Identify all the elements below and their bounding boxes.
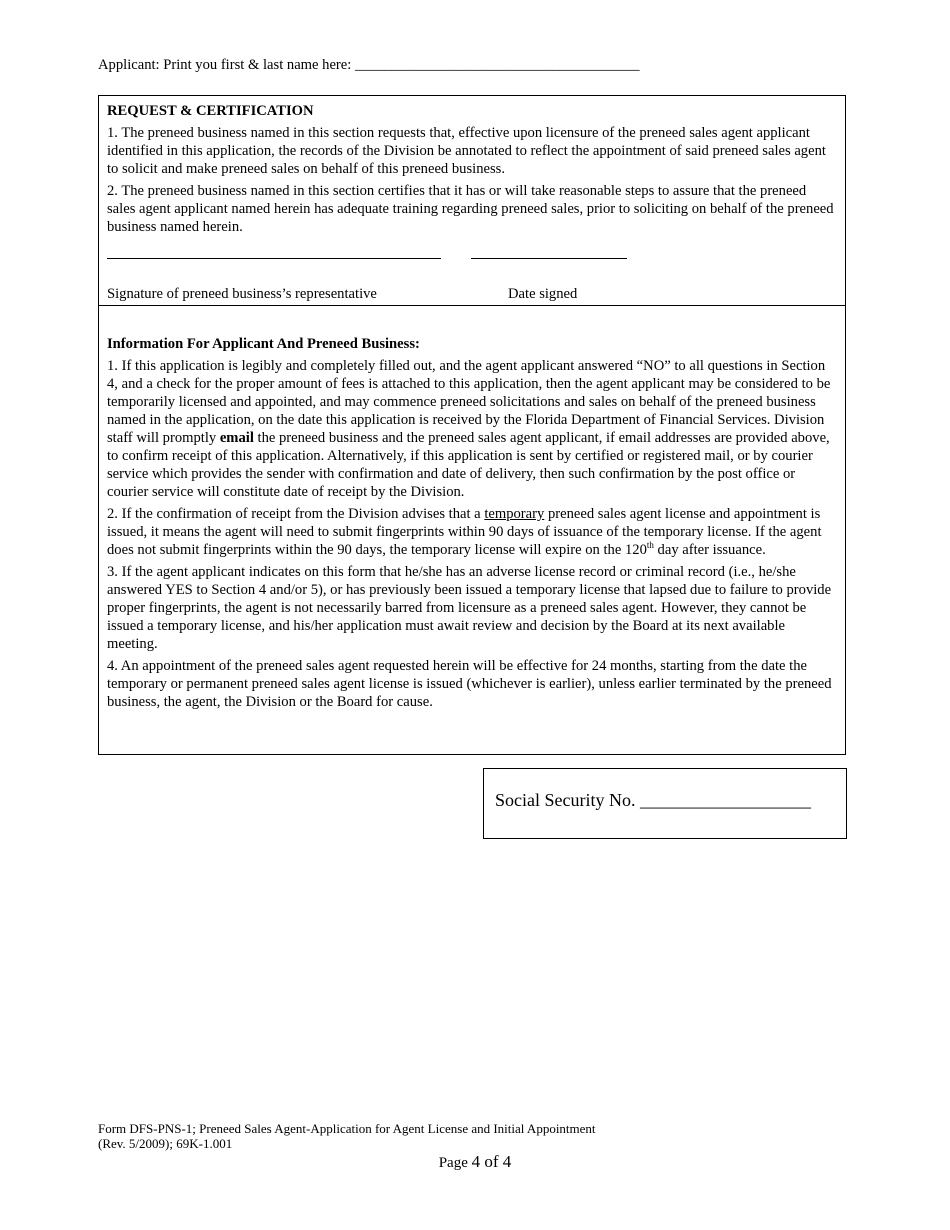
info-item-2-sup: th bbox=[646, 540, 654, 550]
info-item-1-text-a: 1. If this application is legibly and completely filled out, and the agent applicant answered “NO” to all questions in Section 4, and a check for the proper amount of fees is attached to this application, then the agent applicant may be considered to be temporarily licensed and appointed, and may commence preneed solicitations and sales on behalf of the preneed business named in the application, on the date this application is received by the Florida Department of Financial Services. Division staff will promptly bbox=[107, 358, 831, 446]
page-prefix: Page bbox=[438, 1155, 472, 1171]
info-item-1-text-b: the preneed business and the preneed sales agent applicant, if email addresses are provided above, to confirm receipt of this application. Alternatively, if this application is sent by certified or registered mail, or by courier service which provides the sender with confirmation and date of delivery, then such confirmation by the post office or courier service will constitute date of receipt by the Division. bbox=[107, 430, 830, 500]
applicant-name-label: Applicant: Print you first & last name here: bbox=[98, 57, 355, 73]
request-certification-heading: REQUEST & CERTIFICATION bbox=[107, 103, 314, 119]
applicant-name-line bbox=[98, 56, 640, 74]
info-item-2-text-b: preneed sales agent license and appointment is issued, it means the agent will need to submit fingerprints within 90 days of issuance of the temporary license. If the agent does not submit fingerprints within the 90 days, the temporary license will expire on the 120 bbox=[107, 506, 822, 558]
info-item-2 bbox=[107, 505, 837, 559]
signature-field[interactable] bbox=[107, 258, 441, 259]
information-heading: Information For Applicant And Preneed Business: bbox=[107, 336, 420, 352]
info-item-2-text-c: day after issuance. bbox=[653, 542, 766, 558]
information-section bbox=[98, 305, 846, 755]
ssn-label: Social Security No. bbox=[495, 790, 640, 810]
page-current: 4 bbox=[471, 1152, 481, 1171]
info-item-1-email: email bbox=[219, 430, 254, 446]
info-item-2-text-a: 2. If the confirmation of receipt from the Division advises that a bbox=[107, 506, 485, 522]
footer-revision: (Rev. 5/2009); 69K-1.001 bbox=[98, 1136, 233, 1151]
info-item-3: 3. If the agent applicant indicates on this form that he/she has an adverse license record or criminal record (i.e., he/she answered YES to Section 4 and/or 5), or has previously been issued a temporary license that lapsed due to failure to provide proper fingerprints, the agent is not necessarily barred from licensure as a preneed sales agent. However, they cannot be issued a temporary license, and his/her application must await review and decision by the Board at its next available meeting. bbox=[107, 564, 832, 652]
date-signed-label: Date signed bbox=[508, 286, 578, 302]
info-item-1 bbox=[107, 357, 837, 501]
page-total: 4 bbox=[502, 1152, 512, 1171]
form-footer bbox=[98, 1121, 596, 1151]
request-item-2: 2. The preneed business named in this section certifies that it has or will take reasonable steps to assure that the preneed sales agent applicant named herein has adequate training regarding preneed sales, prior to soliciting on behalf of the preneed business named herein. bbox=[107, 183, 834, 235]
footer-form-id: Form DFS-PNS-1; Preneed Sales Agent-Application for Agent License and Initial Appointment bbox=[98, 1121, 596, 1136]
ssn-field[interactable]: ___________________ bbox=[639, 790, 811, 810]
page-of: of bbox=[480, 1152, 503, 1171]
request-item-1: 1. The preneed business named in this section requests that, effective upon licensure of the preneed sales agent applicant identified in this application, the records of the Division be annotated to reflect the appointment of said preneed sales agent to solicit and make preneed sales on behalf of this preneed business. bbox=[107, 125, 826, 177]
applicant-name-blank[interactable]: _______________________________________ bbox=[354, 57, 640, 73]
social-security-box bbox=[483, 768, 847, 839]
info-item-2-temporary: temporary bbox=[484, 506, 545, 522]
page-number bbox=[0, 1153, 950, 1172]
signature-label: Signature of preneed business’s representative bbox=[107, 286, 377, 302]
request-certification-section bbox=[98, 95, 846, 306]
info-item-4: 4. An appointment of the preneed sales agent requested herein will be effective for 24 months, starting from the date the temporary or permanent preneed sales agent license is issued (whichever is earlier), unless earlier terminated by the preneed business, the agent, the Division or the Board for cause. bbox=[107, 658, 832, 710]
date-signed-field[interactable] bbox=[471, 258, 627, 259]
